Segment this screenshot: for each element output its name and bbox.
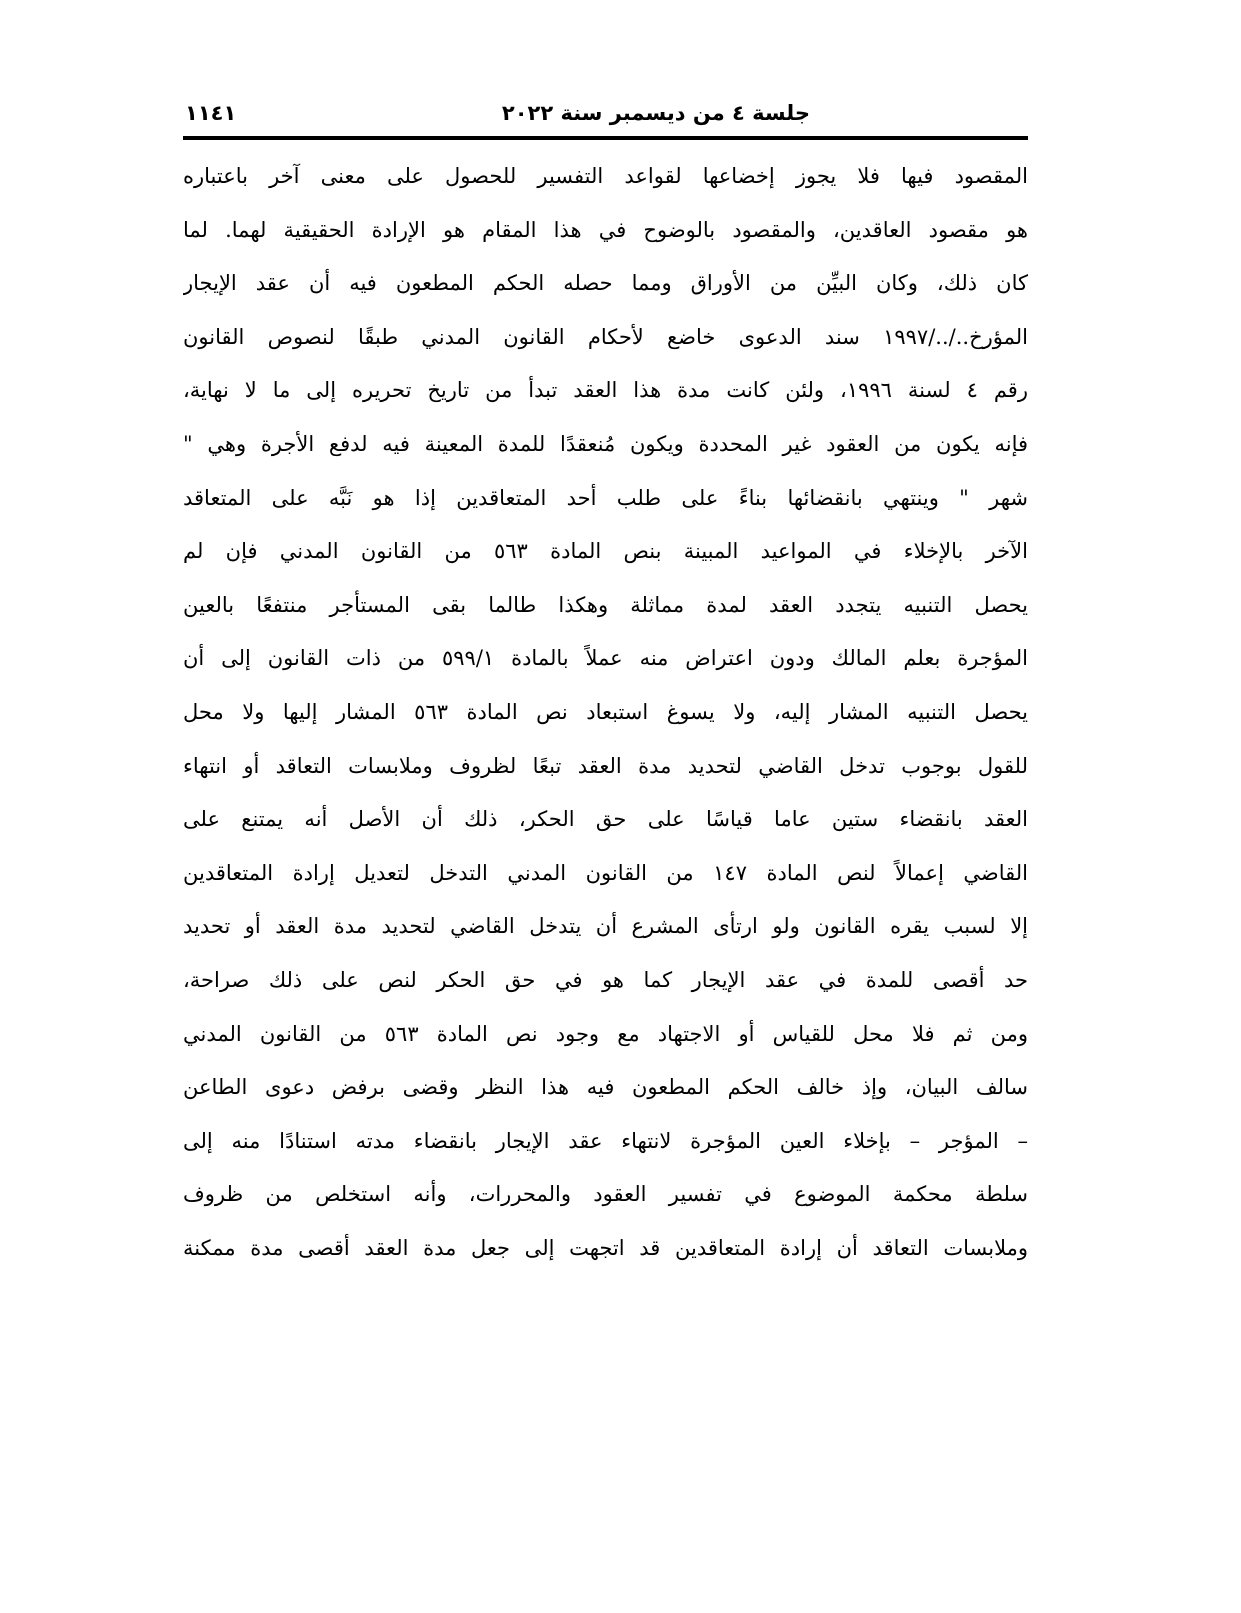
page-header: [183, 98, 1028, 134]
text-line: المؤجرة بعلم المالك ودون اعتراض منه عملاً بالمادة ٥٩٩/١ من ذات القانون إلى أن: [183, 646, 1028, 671]
text-line: الآخر بالإخلاء في المواعيد المبينة بنص المادة ٥٦٣ من القانون المدني فإن لم: [183, 539, 1028, 564]
text-line: إلا لسبب يقره القانون ولو ارتأى المشرع أن يتدخل القاضي لتحديد مدة العقد أو تحديد: [183, 914, 1028, 939]
text-line: فإنه يكون من العقود غير المحددة ويكون مُنعقدًا للمدة المعينة فيه لدفع الأجرة وهي ": [183, 431, 1028, 456]
text-line: رقم ٤ لسنة ١٩٩٦، ولئن كانت مدة هذا العقد تبدأ من تاريخ تحريره إلى ما لا نهاية،: [183, 378, 1028, 403]
text-line: كان ذلك، وكان البيِّن من الأوراق ومما حصله الحكم المطعون فيه أن عقد الإيجار: [183, 271, 1028, 296]
text-line: المقصود فيها فلا يجوز إخضاعها لقواعد التفسير للحصول على معنى آخر باعتباره: [183, 164, 1028, 188]
text-line: هو مقصود العاقدين، والمقصود بالوضوح في هذا المقام هو الإرادة الحقيقية لهما. لما: [183, 217, 1028, 242]
text-line: يحصل التنبيه يتجدد العقد لمدة مماثلة وهكذا طالما بقى المستأجر منتفعًا بالعين: [183, 592, 1028, 617]
text-line: – المؤجر – بإخلاء العين المؤجرة لانتهاء عقد الإيجار بانقضاء مدته استنادًا منه إلى: [183, 1128, 1028, 1153]
text-line: العقد بانقضاء ستين عاما قياسًا على حق الحكر، ذلك أن الأصل أنه يمتنع على: [183, 807, 1028, 832]
text-line: ومن ثم فلا محل للقياس أو الاجتهاد مع وجود نص المادة ٥٦٣ من القانون المدني: [183, 1021, 1028, 1046]
session-title: جلسة ٤ من ديسمبر سنة ٢٠٢٢: [501, 101, 810, 125]
text-line: القاضي إعمالاً لنص المادة ١٤٧ من القانون المدني التدخل لتعديل إرادة المتعاقدين: [183, 860, 1028, 885]
text-line: حد أقصى للمدة في عقد الإيجار كما هو في حق الحكر لنص على ذلك صراحة،: [183, 967, 1028, 992]
body-paragraph: [183, 150, 1028, 1275]
text-line: يحصل التنبيه المشار إليه، ولا يسوغ استبعاد نص المادة ٥٦٣ المشار إليها ولا محل: [183, 699, 1028, 724]
text-line: شهر " وينتهي بانقضائها بناءً على طلب أحد المتعاقدين إذا هو نَبَّه على المتعاقد: [183, 485, 1028, 510]
text-line: للقول بوجوب تدخل القاضي لتحديد مدة العقد تبعًا لظروف وملابسات التعاقد أو انتهاء: [183, 753, 1028, 778]
text-line: المؤرخ../../١٩٩٧ سند الدعوى خاضع لأحكام القانون المدني طبقًا لنصوص القانون: [183, 324, 1028, 349]
page-number: ١١٤١: [185, 101, 237, 125]
text-line: سالف البيان، وإذ خالف الحكم المطعون فيه هذا النظر وقضى برفض دعوى الطاعن: [183, 1075, 1028, 1100]
text-line: وملابسات التعاقد أن إرادة المتعاقدين قد اتجهت إلى جعل مدة العقد أقصى مدة ممكنة: [183, 1235, 1028, 1260]
header-divider: [183, 136, 1028, 140]
text-line: سلطة محكمة الموضوع في تفسير العقود والمحررات، وأنه استخلص من ظروف: [183, 1182, 1028, 1207]
